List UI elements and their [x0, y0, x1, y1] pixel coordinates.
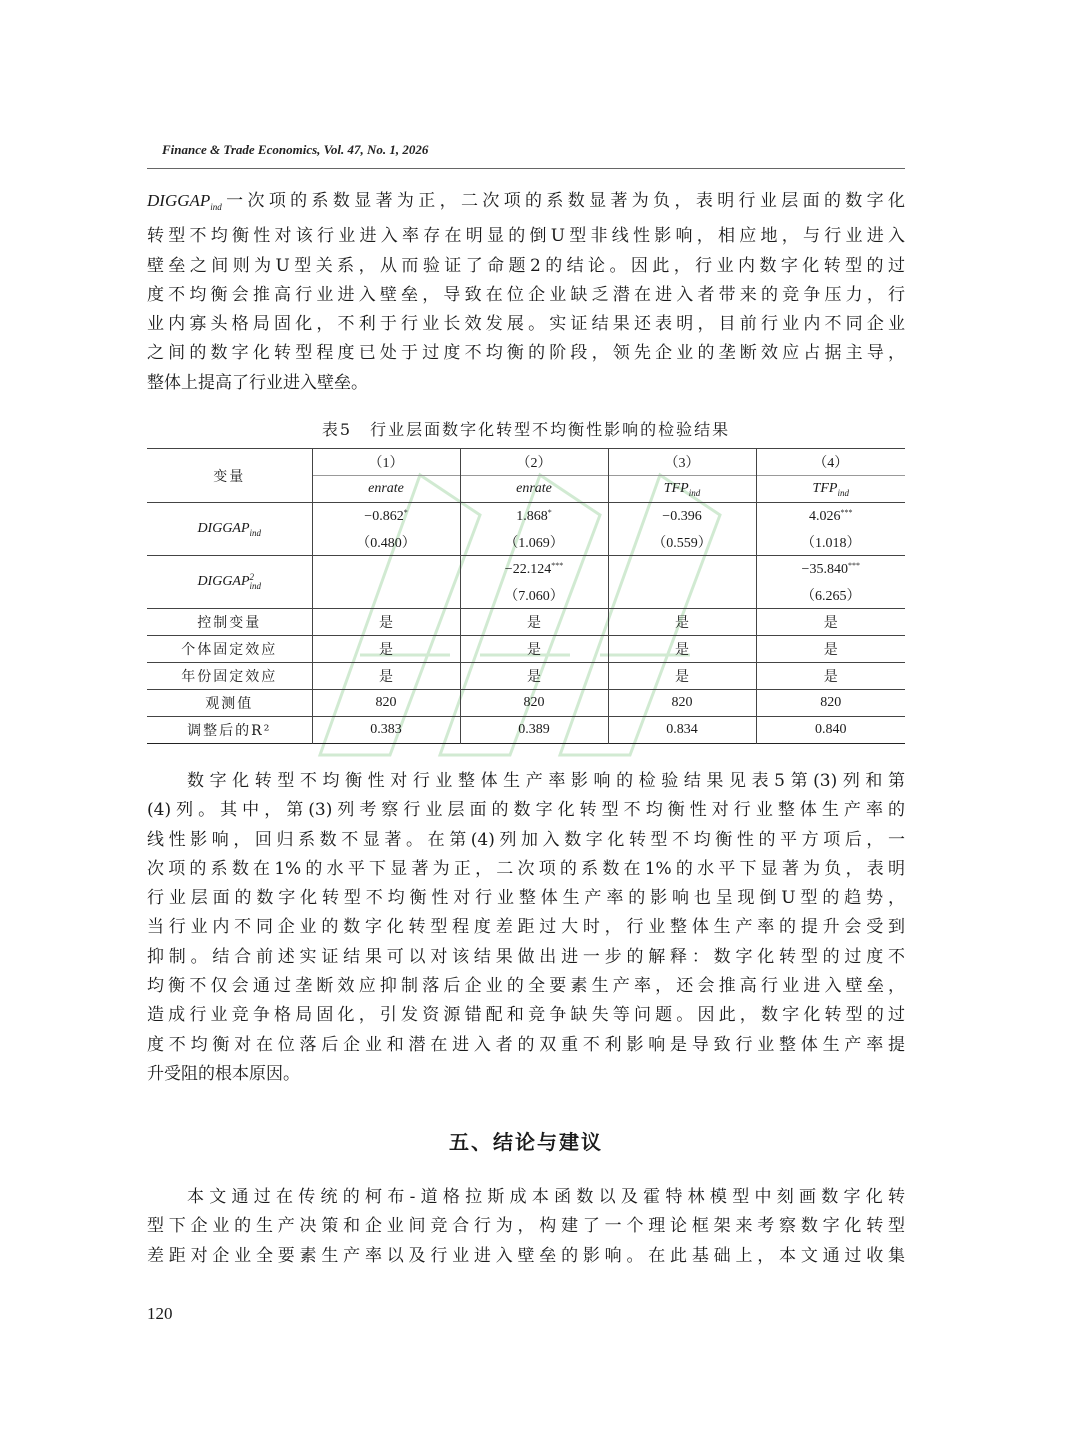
table-row [147, 636, 905, 663]
table-cell: 是 [460, 663, 608, 690]
text-line: 数字化转型不均衡性对行业整体生产率影响的检验结果见表5第(3)列和第 [187, 771, 905, 791]
text-line: 次项的系数在1%的水平下显著为正，二次项的系数在1%的水平下显著为负，表明 [147, 858, 905, 879]
table-cell: 820 [756, 690, 905, 717]
row-label: 个体固定效应 [147, 636, 312, 663]
text-line: 本文通过在传统的柯布-道格拉斯成本函数以及霍特林模型中刻画数字化转 [187, 1187, 905, 1207]
text-line: 度不均衡对在位落后企业和潜在进入者的双重不利影响是导致行业整体生产率提 [147, 1034, 905, 1055]
table-row [147, 663, 905, 690]
table-cell: 是 [312, 609, 460, 636]
se-cell: （0.559） [608, 529, 756, 556]
row-label: 年份固定效应 [147, 663, 312, 690]
table-row [147, 609, 905, 636]
table-row-diggap-coef [147, 503, 905, 530]
text-line: 均衡不仅会通过垄断效应抑制落后企业的全要素生产率，还会推高行业进入壁垒， [147, 976, 905, 997]
table-cell: 是 [756, 663, 905, 690]
text-line: 转型不均衡性对该行业进入率存在明显的倒U型非线性影响，相应地，与行业进入 [147, 226, 905, 247]
se-cell [608, 582, 756, 609]
row-label: 调整后的R² [147, 717, 312, 744]
row-label-diggap-squared: DIGGAP2 ind [147, 556, 312, 609]
table-cell: 是 [460, 609, 608, 636]
text-line: 升受阻的根本原因。 [147, 1063, 300, 1084]
text-line: 壁垒之间则为U型关系，从而验证了命题2的结论。因此，行业内数字化转型的过 [147, 255, 905, 276]
table-cell: 820 [312, 690, 460, 717]
text-line: 型下企业的生产决策和企业间竞合行为，构建了一个理论框架来考察数字化转型 [147, 1216, 905, 1237]
coef-cell: −35.840*** [756, 556, 905, 583]
table-cell: 0.834 [608, 717, 756, 744]
row-label: 观测值 [147, 690, 312, 717]
coef-cell: 4.026*** [756, 503, 905, 530]
results-table [147, 448, 905, 744]
table-cell: 是 [608, 609, 756, 636]
dependent-variable: enrate [460, 476, 608, 503]
variable-diggap: $DIGGAP_{ind}$ [147, 191, 222, 212]
column-number: （2） [460, 449, 608, 476]
table-cell: 820 [460, 690, 608, 717]
coef-cell: 1.868* [460, 503, 608, 530]
se-cell: （6.265） [756, 582, 905, 609]
text-line: 线性影响，回归系数不显著。在第(4)列加入数字化转型不均衡性的平方项后，一 [147, 829, 905, 850]
table-row-diggap2-coef [147, 556, 905, 583]
paragraph-1 [147, 186, 905, 398]
text-line: 业内寡头格局固化，不利于行业长效发展。实证结果还表明，目前行业内不同企业 [147, 314, 905, 335]
column-number: （3） [608, 449, 756, 476]
journal-volume: Vol. 47, No. 1, 2026 [323, 142, 429, 157]
header-rule [147, 168, 905, 169]
table-cell: 是 [608, 663, 756, 690]
text-line: 当行业内不同企业的数字化转型程度差距过大时，行业整体生产率的提升会受到 [147, 917, 905, 938]
page-number: 120 [147, 1304, 173, 1323]
coef-cell: −0.862* [312, 503, 460, 530]
text-line: 之间的数字化转型程度已处于过度不均衡的阶段，领先企业的垄断效应占据主导， [147, 343, 905, 364]
text-line: 抑制。结合前述实证结果可以对该结果做出进一步的解释：数字化转型的过度不 [147, 946, 905, 967]
table-caption: 表5 行业层面数字化转型不均衡性影响的检验结果 [321, 420, 731, 439]
dependent-variable: enrate [312, 476, 460, 503]
section-title: 五、结论与建议 [449, 1130, 603, 1154]
se-cell: （1.018） [756, 529, 905, 556]
table-cell: 是 [312, 636, 460, 663]
table-cell: 是 [608, 636, 756, 663]
row-label: 控制变量 [147, 609, 312, 636]
se-cell: （7.060） [460, 582, 608, 609]
table-cell: 0.840 [756, 717, 905, 744]
text-line: 造成行业竞争格局固化，引发资源错配和竞争缺失等问题。因此，数字化转型的过 [147, 1005, 905, 1026]
table-cell: 是 [756, 636, 905, 663]
se-cell: （0.480） [312, 529, 460, 556]
coef-cell [608, 556, 756, 583]
paragraph-2 [147, 767, 905, 1089]
table-row [147, 690, 905, 717]
dependent-variable: $TFP_{ind}$ [756, 476, 905, 503]
paragraph-3 [147, 1183, 905, 1271]
table-cell: 0.383 [312, 717, 460, 744]
table-cell: 820 [608, 690, 756, 717]
table-row [147, 717, 905, 744]
text-line: 度不均衡会推高行业进入壁垒，导致在位企业缺乏潜在进入者带来的竞争压力，行 [147, 284, 905, 305]
table-header-variable: 变量 [147, 449, 312, 503]
table-cell: 是 [312, 663, 460, 690]
table-cell: 是 [756, 609, 905, 636]
journal-name: Finance & Trade Economics [162, 142, 318, 157]
column-number: （1） [312, 449, 460, 476]
text-line: 整体上提高了行业进入壁垒。 [147, 372, 368, 393]
table-cell: 0.389 [460, 717, 608, 744]
row-label-diggap: $DIGGAP_{ind}$ [147, 503, 312, 556]
se-cell [312, 582, 460, 609]
text-line: 差距对企业全要素生产率以及行业进入壁垒的影响。在此基础上，本文通过收集 [147, 1245, 905, 1266]
running-header: Finance & Trade Economics, Vol. 47, No. 1, 2026 [162, 142, 429, 157]
coef-cell: −0.396 [608, 503, 756, 530]
coef-cell: −22.124*** [460, 556, 608, 583]
table-header-row [147, 449, 905, 476]
coef-cell [312, 556, 460, 583]
text-line: $DIGGAP_{ind}$一次项的系数显著为正，二次项的系数显著为负，表明行业层面的数字化 [147, 191, 905, 212]
text-line: 行业层面的数字化转型不均衡性对行业整体生产率的影响也呈现倒U型的趋势， [147, 888, 905, 909]
table-cell: 是 [460, 636, 608, 663]
text-line: (4)列。其中，第(3)列考察行业层面的数字化转型不均衡性对行业整体生产率的 [147, 800, 905, 821]
se-cell: （1.069） [460, 529, 608, 556]
dependent-variable: $TFP_{ind}$ [608, 476, 756, 503]
column-number: （4） [756, 449, 905, 476]
